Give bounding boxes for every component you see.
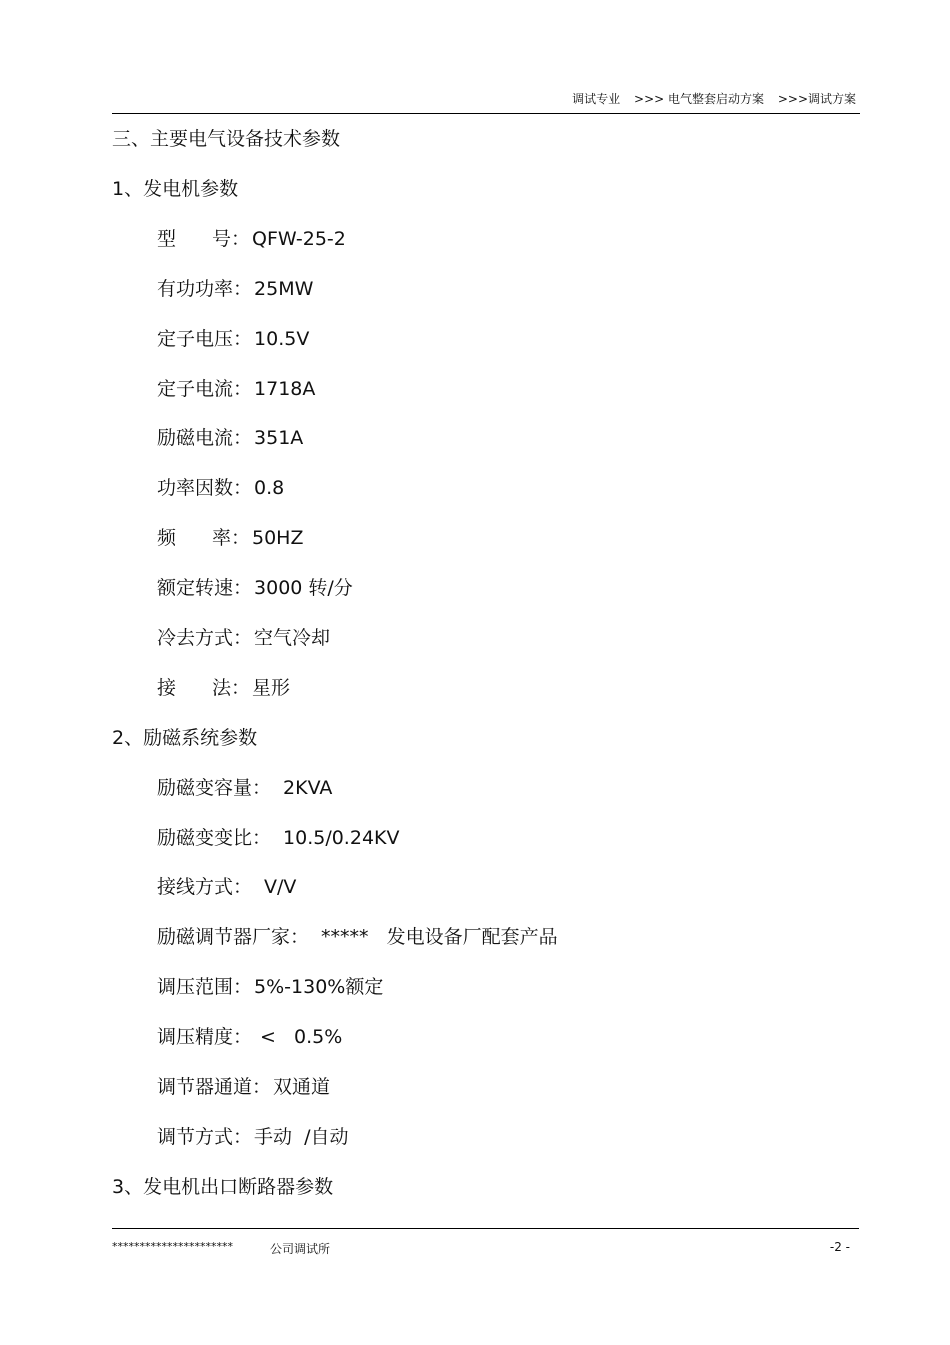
generator-param-cooling-method [157,626,330,650]
generator-param-active-power [157,277,313,301]
param-value: 25MW [254,278,314,300]
header-part-3: >>>调试方案 [777,92,856,106]
param-label: 冷去方式： [157,627,253,649]
page-number: -2 - [829,1240,850,1254]
param-value: 星形 [252,677,291,699]
param-label: 励磁变容量： [157,777,272,799]
param-value: < 0.5% [260,1026,343,1048]
section-3-title: 三、主要电气设备技术参数 [112,128,341,150]
header-breadcrumb [562,90,856,107]
generator-param-excitation-current [157,426,303,450]
excitation-param-regulation-mode [157,1125,349,1149]
generator-param-connection [157,676,290,700]
param-label: 励磁变变比： [157,827,272,849]
param-label: 励磁调节器厂家： [157,926,310,948]
param-value: 5%-130%额定 [254,976,384,998]
param-label: 调节器通道： [157,1076,272,1098]
generator-param-frequency [157,526,303,550]
param-value: 10.5/0.24KV [283,827,400,849]
excitation-section-title: 2、励磁系统参数 [112,727,258,749]
param-label: 型 号： [157,228,250,250]
generator-param-rated-speed [157,576,353,600]
excitation-param-regulation-accuracy [157,1025,342,1049]
param-value: 2KVA [283,777,333,799]
param-value: 351A [254,427,304,449]
param-label: 有功功率： [157,278,253,300]
param-label: 定子电流： [157,378,253,400]
excitation-param-regulator-channel [157,1075,330,1099]
excitation-param-transformer-ratio [157,826,399,850]
breaker-section-title: 3、发电机出口断路器参数 [112,1176,334,1198]
param-value: 手动 /自动 [254,1126,349,1148]
param-label: 接线方式： [157,876,253,898]
param-label: 调压范围： [157,976,253,998]
footer-divider [112,1228,859,1229]
param-value: 10.5V [254,328,310,350]
param-label: 定子电压： [157,328,253,350]
param-value: V/V [264,876,297,898]
param-value: ***** 发电设备厂配套产品 [321,926,558,948]
param-value: 3000 转/分 [254,577,353,599]
generator-section-title: 1、发电机参数 [112,178,239,200]
param-label: 接 法： [157,677,250,699]
param-value: 空气冷却 [254,627,331,649]
generator-param-power-factor [157,476,284,500]
param-label: 频 率： [157,527,250,549]
excitation-param-regulator-vendor [157,925,558,949]
generator-param-model [157,227,346,251]
header-part-1: 调试专业 [572,92,621,106]
param-value: 0.8 [254,477,285,499]
footer-stars: ********************** [112,1240,233,1253]
param-label: 调节方式： [157,1126,253,1148]
page-header [112,90,860,114]
param-value: 50HZ [252,527,304,549]
generator-param-stator-voltage [157,327,309,351]
param-value: 1718A [254,378,316,400]
generator-param-stator-current [157,377,315,401]
param-label: 励磁电流： [157,427,253,449]
param-label: 调压精度： [157,1026,253,1048]
param-value: QFW-25-2 [252,228,346,250]
footer-organization: 公司调试所 [270,1242,331,1256]
param-value: 双通道 [273,1076,331,1098]
param-label: 额定转速： [157,577,253,599]
excitation-param-wiring [157,875,296,899]
header-part-2: >>> 电气整套启动方案 [634,92,764,106]
excitation-param-regulation-range [157,975,383,999]
param-label: 功率因数： [157,477,253,499]
excitation-param-transformer-capacity [157,776,332,800]
